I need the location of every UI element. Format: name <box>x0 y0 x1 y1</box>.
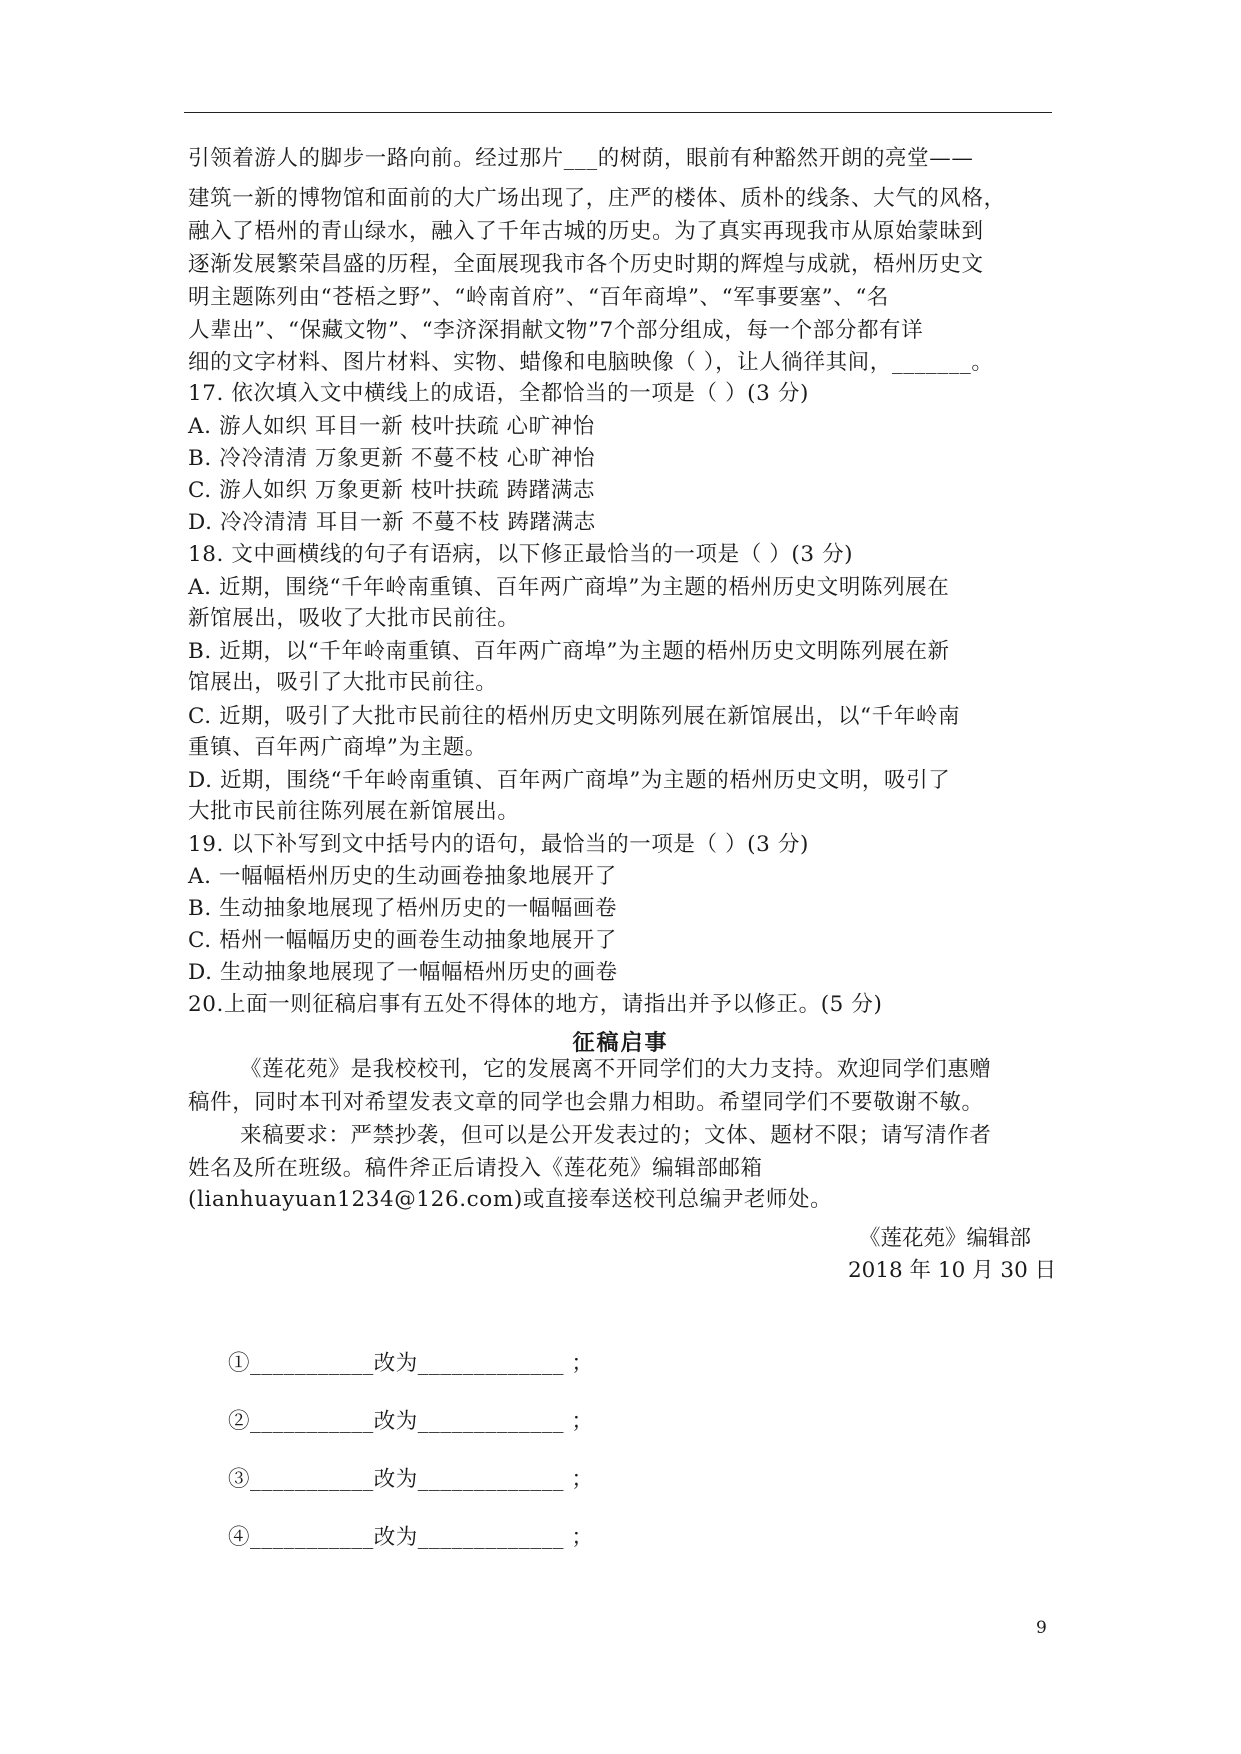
page-number: 9 <box>1036 1618 1047 1638</box>
question-20-stem: 20.上面一则征稿启事有五处不得体的地方，请指出并予以修正。(5 分) <box>188 992 883 1017</box>
passage-line: 明主题陈列由“苍梧之野”、“岭南首府”、“百年商埠”、“军事要塞”、“名 <box>188 285 890 310</box>
q19-option-b: B. 生动抽象地展现了梧州历史的一幅幅画卷 <box>188 896 618 921</box>
question-19-stem: 19. 以下补写到文中括号内的语句，最恰当的一项是（ ）(3 分) <box>188 832 809 857</box>
notice-line: (lianhuayuan1234@126.com)或直接奉送校刊总编尹老师处。 <box>188 1187 833 1212</box>
q18-option-a: A. 近期，围绕“千年岭南重镇、百年两广商埠”为主题的梧州历史文明陈列展在 <box>188 575 950 600</box>
q17-option-a: A. 游人如织 耳目一新 枝叶扶疏 心旷神怡 <box>188 414 595 439</box>
q17-option-b: B. 冷冷清清 万象更新 不蔓不枝 心旷神怡 <box>188 446 596 471</box>
notice-signature: 《莲花苑》编辑部 <box>859 1226 1032 1251</box>
answer-blank-4: ④___________改为_____________ ； <box>228 1525 594 1550</box>
header-rule <box>184 112 1052 113</box>
passage-line: 人辈出”、“保藏文物”、“李济深捐献文物”7个部分组成，每一个部分都有详 <box>188 318 924 343</box>
q19-option-a: A. 一幅幅梧州历史的生动画卷抽象地展开了 <box>188 864 617 889</box>
passage-line: 逐渐发展繁荣昌盛的历程，全面展现我市各个历史时期的辉煌与成就，梧州历史文 <box>188 252 984 277</box>
notice-title: 征稿启事 <box>572 1030 669 1056</box>
notice-line: 稿件，同时本刊对希望发表文章的同学也会鼎力相助。希望同学们不要敬谢不敏。 <box>188 1090 984 1115</box>
question-18-stem: 18. 文中画横线的句子有语病，以下修正最恰当的一项是（ ）(3 分) <box>188 542 854 567</box>
q17-option-d: D. 冷冷清清 耳目一新 不蔓不枝 踌躇满志 <box>188 510 596 535</box>
notice-line: 来稿要求：严禁抄袭，但可以是公开发表过的；文体、题材不限；请写清作者 <box>240 1123 992 1148</box>
notice-date: 2018 年 10 月 30 日 <box>848 1258 1057 1283</box>
notice-line: 《莲花苑》是我校校刊，它的发展离不开同学们的大力支持。欢迎同学们惠赠 <box>240 1057 992 1082</box>
question-17-stem: 17. 依次填入文中横线上的成语，全都恰当的一项是（ ）(3 分) <box>188 381 809 406</box>
q18-option-d-cont: 大批市民前往陈列展在新馆展出。 <box>188 799 520 824</box>
passage-line: 细的文字材料、图片材料、实物、蜡像和电脑映像（ ），让人徜徉其间，_______。 <box>188 350 994 375</box>
answer-blank-3: ③___________改为_____________ ； <box>228 1467 594 1492</box>
passage-line: 引领着游人的脚步一路向前。经过那片___的树荫，眼前有种豁然开朗的亮堂—— <box>188 146 974 171</box>
q19-option-c: C. 梧州一幅幅历史的画卷生动抽象地展开了 <box>188 928 617 953</box>
q18-option-b: B. 近期，以“千年岭南重镇、百年两广商埠”为主题的梧州历史文明陈列展在新 <box>188 639 950 664</box>
q19-option-d: D. 生动抽象地展现了一幅幅梧州历史的画卷 <box>188 960 618 985</box>
passage-line: 建筑一新的博物馆和面前的大广场出现了，庄严的楼体、质朴的线条、大气的风格， <box>188 186 1006 211</box>
q18-option-c: C. 近期，吸引了大批市民前往的梧州历史文明陈列展在新馆展出，以“千年岭南 <box>188 704 961 729</box>
q18-option-a-cont: 新馆展出，吸收了大批市民前往。 <box>188 606 520 631</box>
q18-option-d: D. 近期，围绕“千年岭南重镇、百年两广商埠”为主题的梧州历史文明，吸引了 <box>188 768 951 793</box>
q18-option-c-cont: 重镇、百年两广商埠”为主题。 <box>188 735 487 760</box>
notice-line: 姓名及所在班级。稿件斧正后请投入《莲花苑》编辑部邮箱 <box>188 1156 763 1181</box>
answer-blank-2: ②___________改为_____________ ； <box>228 1409 594 1434</box>
q17-option-c: C. 游人如织 万象更新 枝叶扶疏 踌躇满志 <box>188 478 596 503</box>
answer-blank-1: ①___________改为_____________ ； <box>228 1351 594 1376</box>
passage-line: 融入了梧州的青山绿水，融入了千年古城的历史。为了真实再现我市从原始蒙昧到 <box>188 219 984 244</box>
q18-option-b-cont: 馆展出，吸引了大批市民前往。 <box>188 670 498 695</box>
